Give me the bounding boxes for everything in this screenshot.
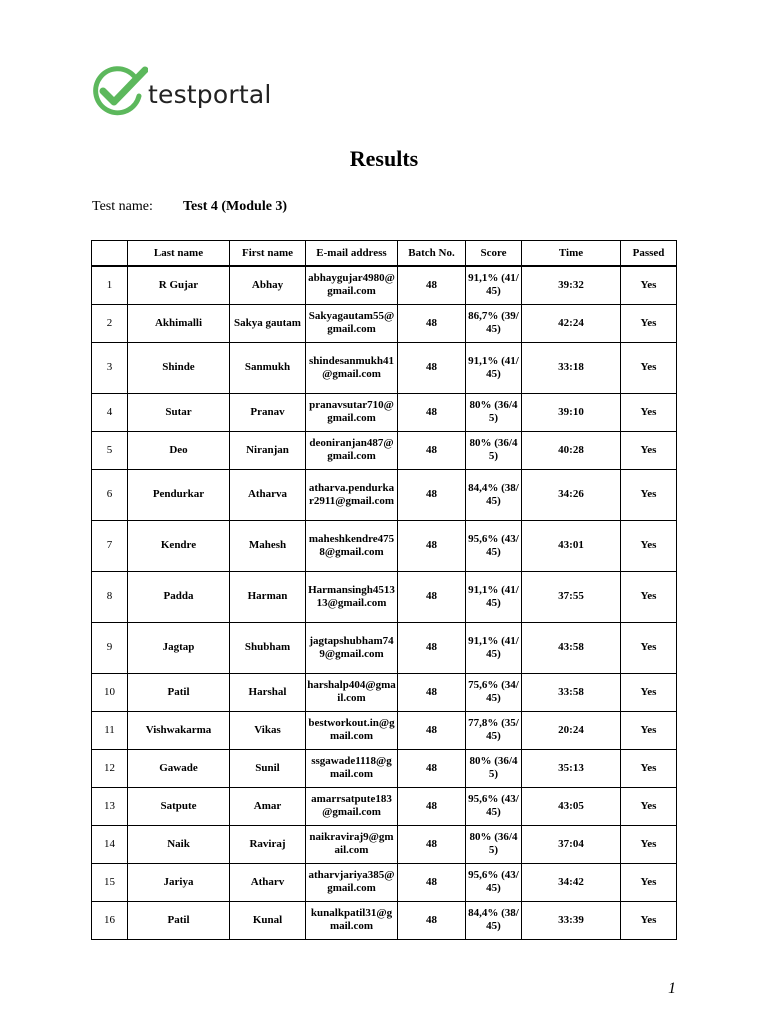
cell-batch: 48 [398,825,466,863]
cell-batch: 48 [398,469,466,520]
check-circle-icon [90,66,148,118]
col-header-score: Score [466,241,522,267]
cell-email: Harmansingh451313@gmail.com [306,571,398,622]
cell-score: 80% (36/45) [466,393,522,431]
cell-index: 10 [92,673,128,711]
cell-last-name: Jariya [128,863,230,901]
testportal-logo [90,66,280,118]
table-row [92,469,677,520]
cell-score: 75,6% (34/45) [466,673,522,711]
cell-passed: Yes [621,393,677,431]
cell-index: 6 [92,469,128,520]
cell-batch: 48 [398,342,466,393]
cell-batch: 48 [398,393,466,431]
cell-batch: 48 [398,431,466,469]
cell-index: 7 [92,520,128,571]
cell-first-name: Sanmukh [230,342,306,393]
cell-score: 77,8% (35/45) [466,711,522,749]
test-name-value: Test 4 (Module 3) [183,199,288,214]
cell-first-name: Harman [230,571,306,622]
cell-score: 84,4% (38/45) [466,901,522,939]
cell-time: 43:58 [522,622,621,673]
cell-passed: Yes [621,622,677,673]
cell-batch: 48 [398,266,466,304]
cell-index: 1 [92,266,128,304]
cell-time: 39:32 [522,266,621,304]
cell-email: naikraviraj9@gmail.com [306,825,398,863]
cell-index: 13 [92,787,128,825]
cell-score: 91,1% (41/45) [466,342,522,393]
cell-last-name: Pendurkar [128,469,230,520]
col-header-email: E-mail address [306,241,398,267]
cell-time: 20:24 [522,711,621,749]
table-row [92,711,677,749]
cell-batch: 48 [398,863,466,901]
cell-email: pranavsutar710@gmail.com [306,393,398,431]
cell-batch: 48 [398,749,466,787]
cell-index: 3 [92,342,128,393]
cell-time: 42:24 [522,304,621,342]
table-row [92,673,677,711]
cell-email: bestworkout.in@gmail.com [306,711,398,749]
cell-email: harshalp404@gmail.com [306,673,398,711]
table-row [92,304,677,342]
cell-score: 80% (36/45) [466,825,522,863]
col-header-passed: Passed [621,241,677,267]
cell-score: 95,6% (43/45) [466,787,522,825]
cell-first-name: Atharva [230,469,306,520]
cell-passed: Yes [621,342,677,393]
cell-index: 2 [92,304,128,342]
cell-time: 43:01 [522,520,621,571]
test-name-label: Test name: [92,199,153,214]
cell-passed: Yes [621,266,677,304]
cell-time: 34:42 [522,863,621,901]
table-row [92,342,677,393]
table-row [92,520,677,571]
cell-score: 80% (36/45) [466,749,522,787]
cell-index: 9 [92,622,128,673]
cell-batch: 48 [398,622,466,673]
cell-time: 35:13 [522,749,621,787]
cell-email: abhaygujar4980@gmail.com [306,266,398,304]
cell-first-name: Sakya gautam [230,304,306,342]
cell-first-name: Pranav [230,393,306,431]
cell-first-name: Abhay [230,266,306,304]
table-row [92,901,677,939]
cell-last-name: Naik [128,825,230,863]
cell-passed: Yes [621,749,677,787]
cell-batch: 48 [398,520,466,571]
cell-score: 91,1% (41/45) [466,622,522,673]
cell-last-name: Patil [128,901,230,939]
table-row [92,431,677,469]
cell-passed: Yes [621,711,677,749]
cell-first-name: Niranjan [230,431,306,469]
table-row [92,393,677,431]
cell-last-name: Patil [128,673,230,711]
table-row [92,266,677,304]
cell-email: amarrsatpute183@gmail.com [306,787,398,825]
cell-time: 40:28 [522,431,621,469]
cell-passed: Yes [621,863,677,901]
results-table [91,240,677,940]
cell-score: 91,1% (41/45) [466,571,522,622]
table-row [92,571,677,622]
cell-score: 95,6% (43/45) [466,520,522,571]
cell-first-name: Raviraj [230,825,306,863]
logo-text: testportal [148,80,272,109]
cell-score: 80% (36/45) [466,431,522,469]
cell-batch: 48 [398,673,466,711]
cell-batch: 48 [398,901,466,939]
cell-first-name: Amar [230,787,306,825]
cell-last-name: Padda [128,571,230,622]
cell-time: 34:26 [522,469,621,520]
cell-index: 4 [92,393,128,431]
cell-passed: Yes [621,469,677,520]
table-header-row [92,241,677,267]
cell-index: 16 [92,901,128,939]
table-row [92,825,677,863]
cell-passed: Yes [621,901,677,939]
cell-email: maheshkendre4758@gmail.com [306,520,398,571]
cell-last-name: R Gujar [128,266,230,304]
cell-email: shindesanmukh41@gmail.com [306,342,398,393]
cell-last-name: Gawade [128,749,230,787]
col-header-last-name: Last name [128,241,230,267]
cell-last-name: Akhimalli [128,304,230,342]
cell-email: atharva.pendurkar2911@gmail.com [306,469,398,520]
cell-batch: 48 [398,787,466,825]
col-header-index [92,241,128,267]
cell-first-name: Shubham [230,622,306,673]
cell-first-name: Mahesh [230,520,306,571]
cell-last-name: Kendre [128,520,230,571]
cell-index: 11 [92,711,128,749]
cell-passed: Yes [621,571,677,622]
cell-batch: 48 [398,571,466,622]
table-row [92,749,677,787]
cell-last-name: Sutar [128,393,230,431]
cell-index: 12 [92,749,128,787]
cell-time: 39:10 [522,393,621,431]
cell-index: 5 [92,431,128,469]
cell-email: Sakyagautam55@gmail.com [306,304,398,342]
cell-passed: Yes [621,431,677,469]
cell-email: deoniranjan487@gmail.com [306,431,398,469]
table-row [92,863,677,901]
cell-time: 33:39 [522,901,621,939]
cell-time: 37:55 [522,571,621,622]
cell-passed: Yes [621,825,677,863]
cell-time: 37:04 [522,825,621,863]
cell-passed: Yes [621,787,677,825]
cell-first-name: Kunal [230,901,306,939]
cell-first-name: Vikas [230,711,306,749]
cell-passed: Yes [621,520,677,571]
cell-last-name: Satpute [128,787,230,825]
col-header-time: Time [522,241,621,267]
cell-index: 8 [92,571,128,622]
cell-first-name: Atharv [230,863,306,901]
col-header-first-name: First name [230,241,306,267]
table-row [92,787,677,825]
cell-first-name: Sunil [230,749,306,787]
cell-time: 33:18 [522,342,621,393]
cell-email: ssgawade1118@gmail.com [306,749,398,787]
cell-time: 33:58 [522,673,621,711]
col-header-batch: Batch No. [398,241,466,267]
page-number: 1 [668,980,676,997]
cell-score: 91,1% (41/45) [466,266,522,304]
cell-email: atharvjariya385@gmail.com [306,863,398,901]
cell-passed: Yes [621,673,677,711]
page-title: Results [349,146,419,171]
cell-last-name: Vishwakarma [128,711,230,749]
cell-score: 86,7% (39/45) [466,304,522,342]
cell-batch: 48 [398,304,466,342]
cell-last-name: Shinde [128,342,230,393]
cell-first-name: Harshal [230,673,306,711]
cell-score: 95,6% (43/45) [466,863,522,901]
cell-index: 15 [92,863,128,901]
cell-time: 43:05 [522,787,621,825]
cell-last-name: Deo [128,431,230,469]
table-row [92,622,677,673]
cell-passed: Yes [621,304,677,342]
cell-email: jagtapshubham749@gmail.com [306,622,398,673]
cell-email: kunalkpatil31@gmail.com [306,901,398,939]
cell-last-name: Jagtap [128,622,230,673]
cell-score: 84,4% (38/45) [466,469,522,520]
cell-index: 14 [92,825,128,863]
cell-batch: 48 [398,711,466,749]
